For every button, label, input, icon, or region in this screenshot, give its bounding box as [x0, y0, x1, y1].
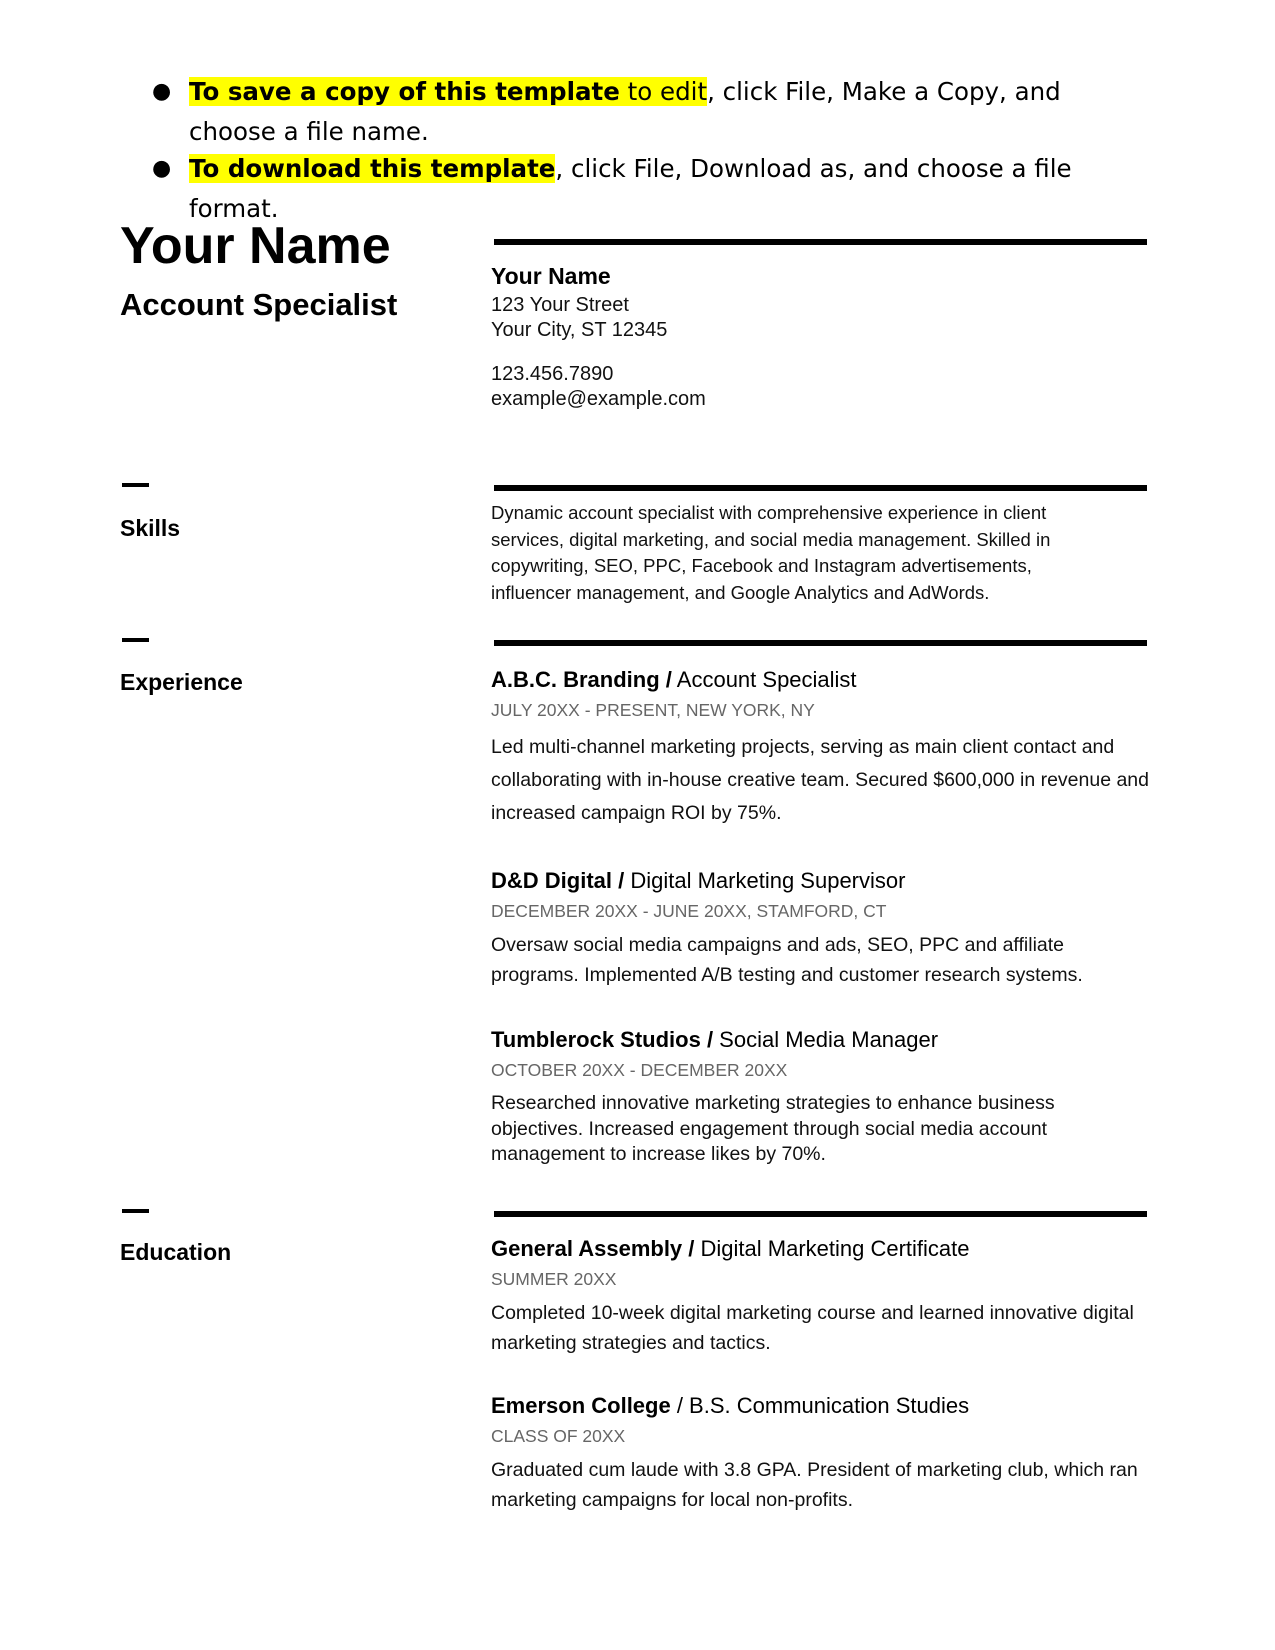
job-role: Account Specialist — [671, 667, 857, 692]
education-degree: / B.S. Communication Studies — [670, 1393, 970, 1418]
education-degree: Digital Marketing Certificate — [694, 1236, 970, 1261]
experience-heading: Experience — [120, 669, 243, 695]
job-dates: JULY 20XX - PRESENT, NEW YORK, NY — [491, 700, 815, 720]
resume-title: Account Specialist — [120, 287, 398, 322]
job-entry — [491, 866, 1151, 990]
instructions-list — [146, 72, 1146, 229]
education-heading: Education — [120, 1239, 232, 1265]
job-org: Tumblerock Studios / — [491, 1027, 714, 1052]
section-divider — [494, 1211, 1147, 1217]
job-entry — [491, 1025, 1081, 1168]
education-title — [491, 1391, 1151, 1421]
education-entry — [491, 1234, 1151, 1358]
job-title — [491, 665, 1151, 695]
contact-city: Your City, ST 12345 — [491, 319, 668, 341]
section-dash — [122, 483, 149, 487]
instruction-text: , click File, Make a Copy, and choose a file name. — [189, 77, 1061, 146]
section-divider — [494, 640, 1147, 646]
job-description: Oversaw social media campaigns and ads, SEO, PPC and affiliate programs. Implemented A/B testing and customer research systems. — [491, 934, 1083, 986]
section-dash — [122, 638, 149, 642]
contact-phone: 123.456.7890 — [491, 363, 614, 385]
education-description: Graduated cum laude with 3.8 GPA. President of marketing club, which ran marketing campaigns for local non-profits. — [491, 1459, 1138, 1511]
job-title — [491, 1025, 1081, 1055]
contact-block — [491, 261, 1161, 412]
skills-heading: Skills — [120, 515, 181, 541]
education-entry — [491, 1391, 1151, 1515]
job-entry — [491, 665, 1151, 830]
job-dates: OCTOBER 20XX - DECEMBER 20XX — [491, 1060, 788, 1080]
section-dash — [122, 1209, 149, 1213]
job-role: Digital Marketing Supervisor — [624, 868, 906, 893]
contact-name: Your Name — [491, 263, 611, 289]
section-divider — [494, 239, 1147, 245]
job-role: Social Media Manager — [713, 1027, 939, 1052]
bullet-icon: ● — [152, 156, 172, 181]
contact-street: 123 Your Street — [491, 294, 629, 316]
education-title — [491, 1234, 1151, 1264]
contact-email: example@example.com — [491, 388, 706, 410]
job-org: D&D Digital / — [491, 868, 625, 893]
highlighted-text: to edit — [619, 77, 708, 106]
education-dates: CLASS OF 20XX — [491, 1426, 626, 1446]
section-divider — [494, 485, 1147, 491]
education-dates: SUMMER 20XX — [491, 1269, 617, 1289]
bullet-icon: ● — [152, 79, 172, 104]
job-title — [491, 866, 1151, 896]
education-org: General Assembly / — [491, 1236, 695, 1261]
education-description: Completed 10-week digital marketing course and learned innovative digital marketing strategies and tactics. — [491, 1302, 1134, 1354]
highlighted-text: To download this template — [189, 154, 556, 183]
job-description: Researched innovative marketing strategies to enhance business objectives. Increased engagement through social media account management to increase likes by 70%. — [491, 1092, 1055, 1165]
job-description: Led multi-channel marketing projects, serving as main client contact and collaborating with in-house creative team. Secured $600,000 in revenue and increased campaign ROI by 75%. — [491, 736, 1150, 824]
resume-name: Your Name — [120, 217, 391, 275]
education-org: Emerson College — [491, 1393, 671, 1418]
highlighted-text: To save a copy of this template — [189, 77, 620, 106]
instruction-item — [146, 72, 1146, 152]
job-dates: DECEMBER 20XX - JUNE 20XX, STAMFORD, CT — [491, 901, 887, 921]
job-org: A.B.C. Branding / — [491, 667, 672, 692]
instruction-text: , click File, Download as, and choose a file format. — [189, 154, 1072, 223]
skills-summary: Dynamic account specialist with comprehensive experience in client services, digital marketing, and social media management. Skilled in copywriting, SEO, PPC, Facebook and Instagram advertisements, influencer management, and Google Analytics and AdWords. — [491, 502, 1051, 603]
